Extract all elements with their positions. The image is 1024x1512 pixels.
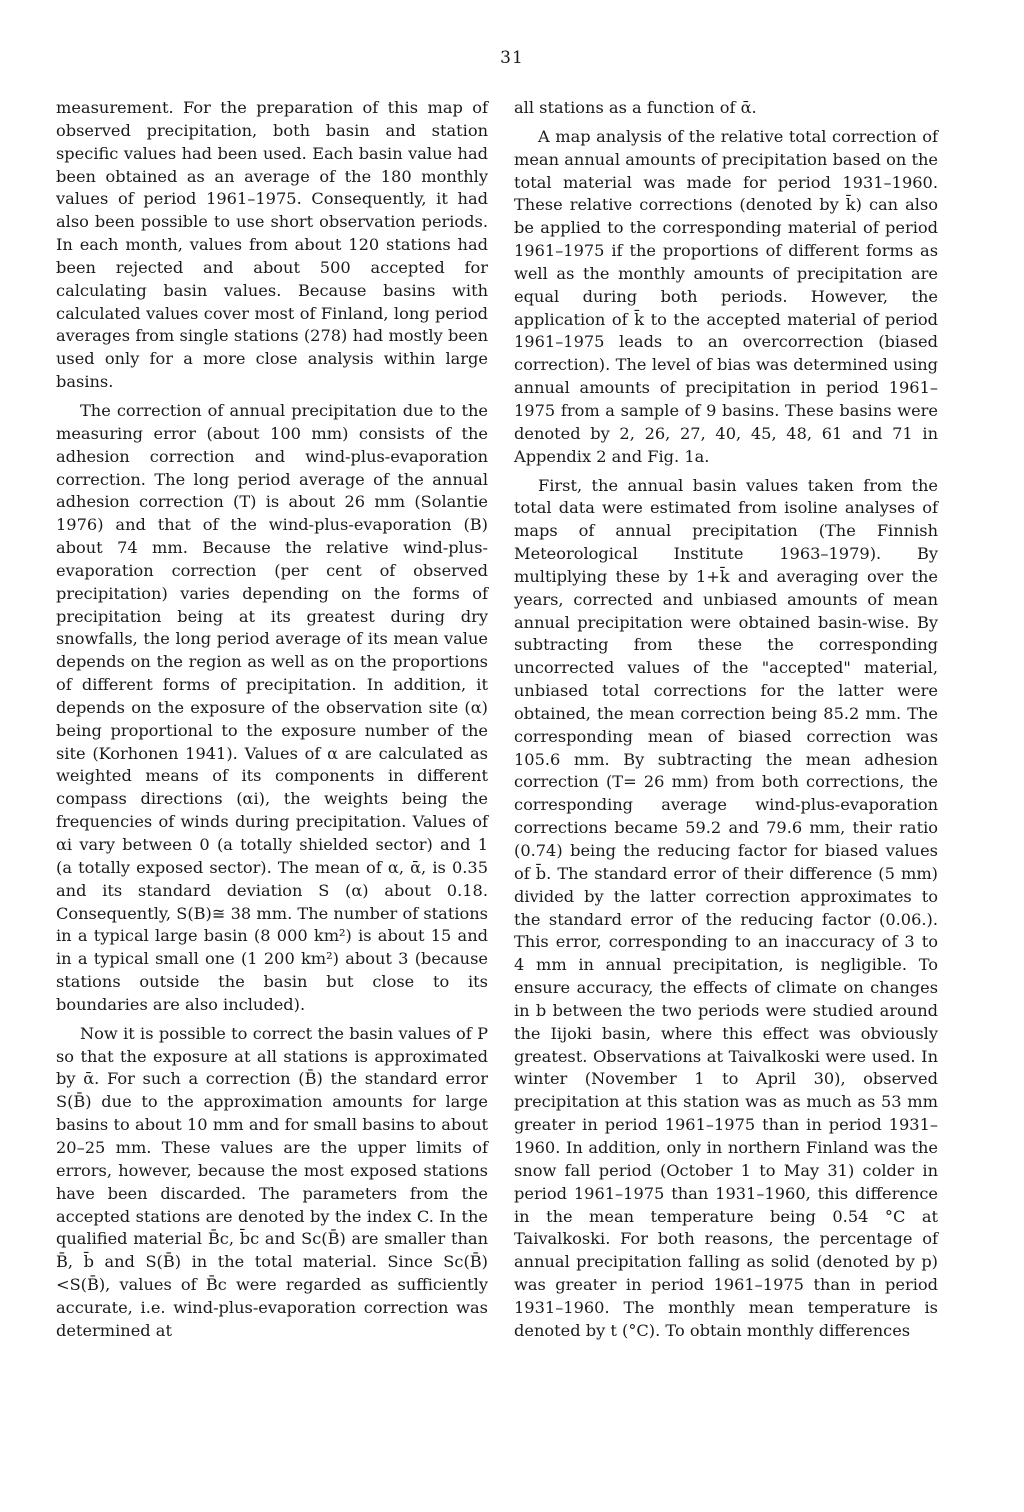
paragraph: measurement. For the preparation of this map of observed precipitation, both basin and station specific values had been used. Each basin value had been obtained as an average of the 180 monthly values of period 1961–1975. Consequently, it had also been possible to use short observation periods. In each month, values from about 120 stations had been rejected and about 500 accepted for calculating basin values. Because basins with calculated values cover most of Finland, long period averages from single stations (278) had mostly been used only for a more close analysis within large basins. [56,98,488,392]
paragraph: First, the annual basin values taken from the total data were estimated from isoline analyses of maps of annual precipitation (The Finnish Meteorological Institute 1963–1979). By multiplying these by 1+k̄ and averaging over the years, corrected and unbiased amounts of mean annual precipitation were obtained basin-wise. By subtracting from these the corresponding uncorrected values of the "accepted" material, unbiased total corrections for the latter were obtained, the mean correction being 85.2 mm. The corresponding mean of biased correction was 105.6 mm. By subtracting the mean adhesion correction (T= 26 mm) from both corrections, the corresponding average wind-plus-evaporation corrections became 59.2 and 79.6 mm, their ratio (0.74) being the reducing factor for biased values of b̄. The standard error of their difference (5 mm) divided by the latter correction approximates to the standard error of the reducing factor (0.06.). This error, corresponding to an inaccuracy of 3 to 4 mm in annual precipitation, is negligible. To ensure accuracy, the effects of climate on changes in b between the two periods were studied around the Iijoki basin, where this effect was obviously greatest. Observations at Taivalkoski were used. In winter (November 1 to April 30), observed precipitation at this station was as much as 53 mm greater in period 1961–1975 than in period 1931–1960. In addition, only in northern Finland was the snow fall period (October 1 to May 31) colder in period 1961–1975 than 1931–1960, this difference in the mean temperature being 0.54 °C at Taivalkoski. For both reasons, the percentage of annual precipitation falling as solid (denoted by p) was greater in period 1961–1975 than in period 1931–1960. The monthly mean temperature is denoted by t (°C). To obtain monthly differences [514,475,938,1340]
right-column [514,97,938,1343]
page-number: 31 [500,48,524,68]
paragraph: Now it is possible to correct the basin values of P so that the exposure at all stations is approximated by ᾱ. For such a correction (B̄) the standard error S(B̄) due to the approximation amounts for large basins to about 10 mm and for small basins to about 20–25 mm. These values are the upper limits of errors, however, because the most exposed stations have been discarded. The parameters from the accepted stations are denoted by the index C. In the qualified material B̄c, b̄c and Sc(B̄) are smaller than B̄, b̄ and S(B̄) in the total material. Since Sc(B̄)<S(B̄), values of B̄c were regarded as sufficiently accurate, i.e. wind-plus-evaporation correction was determined at [56,1023,488,1340]
paragraph: all stations as a function of ᾱ. [514,98,757,117]
left-column [56,97,488,1343]
paragraph: The correction of annual precipitation due to the measuring error (about 100 mm) consists of the adhesion correction and wind-plus-evaporation correction. The long period average of the annual adhesion correction (T) is about 26 mm (Solantie 1976) and that of the wind-plus-evaporation (B) about 74 mm. Because the relative wind-plus-evaporation correction (per cent of observed precipitation) varies depending on the forms of precipitation being at its greatest during dry snowfalls, the long period average of its mean value depends on the region as well as on the proportions of different forms of precipitation. In addition, it depends on the exposure of the observation site (α) being proportional to the exposure number of the site (Korhonen 1941). Values of α are calculated as weighted means of its components in different compass directions (αi), the weights being the frequencies of winds during precipitation. Values of αi vary between 0 (a totally shielded sector) and 1 (a totally exposed sector). The mean of α, ᾱ, is 0.35 and its standard deviation S (α) about 0.18. Consequently, S(B)≅ 38 mm. The number of stations in a typical large basin (8 000 km²) is about 15 and in a typical small one (1 200 km²) about 3 (because stations outside the basin but close to its boundaries are also included). [56,400,488,1014]
paragraph: A map analysis of the relative total correction of mean annual amounts of precipitation based on the total material was made for period 1931–1960. These relative corrections (denoted by k̄) can also be applied to the corresponding material of period 1961–1975 if the proportions of different forms as well as the monthly amounts of precipitation are equal during both periods. However, the application of k̄ to the accepted material of period 1961–1975 leads to an overcorrection (biased correction). The level of bias was determined using annual amounts of precipitation in period 1961–1975 from a sample of 9 basins. These basins were denoted by 2, 26, 27, 40, 45, 48, 61 and 71 in Appendix 2 and Fig. 1a. [514,126,938,466]
